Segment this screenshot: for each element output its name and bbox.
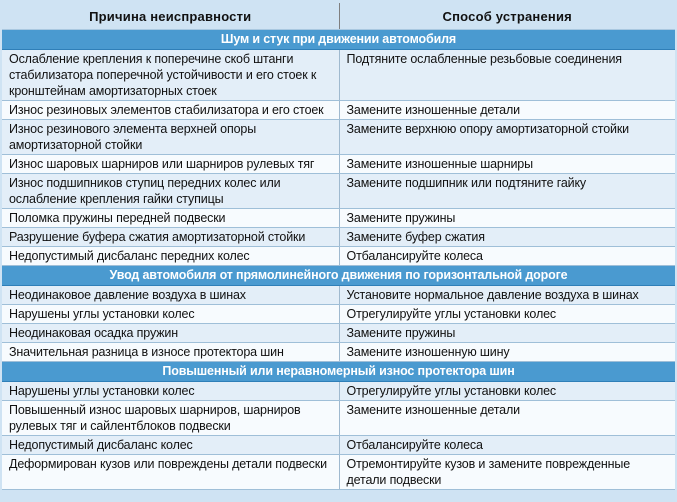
remedy-cell: Замените пружины bbox=[339, 324, 675, 343]
table-row bbox=[2, 401, 675, 436]
cause-cell: Поломка пружины передней подвески bbox=[2, 209, 339, 228]
section-header-noise bbox=[2, 30, 675, 50]
remedy-cell: Отбалансируйте колеса bbox=[339, 436, 675, 455]
table-row bbox=[2, 382, 675, 401]
cause-cell: Недопустимый дисбаланс колес bbox=[2, 436, 339, 455]
table-row bbox=[2, 209, 675, 228]
table-row bbox=[2, 305, 675, 324]
table-row bbox=[2, 228, 675, 247]
troubleshooting-table bbox=[2, 3, 675, 490]
section-title: Увод автомобиля от прямолинейного движения по горизонтальной дороге bbox=[2, 266, 675, 286]
table-row bbox=[2, 50, 675, 101]
cause-cell: Нарушены углы установки колес bbox=[2, 382, 339, 401]
table-row bbox=[2, 324, 675, 343]
table-row bbox=[2, 343, 675, 362]
remedy-cell: Замените изношенные детали bbox=[339, 401, 675, 436]
remedy-cell: Отрегулируйте углы установки колес bbox=[339, 382, 675, 401]
remedy-cell: Замените буфер сжатия bbox=[339, 228, 675, 247]
cause-cell: Износ резиновых элементов стабилизатора и его стоек bbox=[2, 101, 339, 120]
remedy-cell: Замените подшипник или подтяните гайку bbox=[339, 174, 675, 209]
cause-cell: Разрушение буфера сжатия амортизаторной стойки bbox=[2, 228, 339, 247]
remedy-cell: Отремонтируйте кузов и замените поврежденные детали подвески bbox=[339, 455, 675, 490]
cause-cell: Неодинаковая осадка пружин bbox=[2, 324, 339, 343]
remedy-cell: Подтяните ослабленные резьбовые соединения bbox=[339, 50, 675, 101]
cause-cell: Нарушены углы установки колес bbox=[2, 305, 339, 324]
table-row bbox=[2, 247, 675, 266]
cause-cell: Неодинаковое давление воздуха в шинах bbox=[2, 286, 339, 305]
section-title: Шум и стук при движении автомобиля bbox=[2, 30, 675, 50]
cause-cell: Недопустимый дисбаланс передних колес bbox=[2, 247, 339, 266]
remedy-cell: Замените пружины bbox=[339, 209, 675, 228]
remedy-cell: Замените изношенную шину bbox=[339, 343, 675, 362]
table-row bbox=[2, 174, 675, 209]
table-row bbox=[2, 155, 675, 174]
cause-cell: Износ резинового элемента верхней опоры амортизаторной стойки bbox=[2, 120, 339, 155]
table-row bbox=[2, 436, 675, 455]
column-header-cause: Причина неисправности bbox=[2, 3, 339, 30]
table-row bbox=[2, 120, 675, 155]
section-header-drift bbox=[2, 266, 675, 286]
remedy-cell: Замените изношенные детали bbox=[339, 101, 675, 120]
column-header-remedy: Способ устранения bbox=[339, 3, 675, 30]
table-row bbox=[2, 101, 675, 120]
table-row bbox=[2, 286, 675, 305]
cause-cell: Деформирован кузов или повреждены детали подвески bbox=[2, 455, 339, 490]
table-row bbox=[2, 455, 675, 490]
section-header-tire-wear bbox=[2, 362, 675, 382]
cause-cell: Износ шаровых шарниров или шарниров рулевых тяг bbox=[2, 155, 339, 174]
section-title: Повышенный или неравномерный износ протектора шин bbox=[2, 362, 675, 382]
cause-cell: Повышенный износ шаровых шарниров, шарниров рулевых тяг и сайлентблоков подвески bbox=[2, 401, 339, 436]
remedy-cell: Отбалансируйте колеса bbox=[339, 247, 675, 266]
remedy-cell: Замените изношенные шарниры bbox=[339, 155, 675, 174]
remedy-cell: Замените верхнюю опору амортизаторной стойки bbox=[339, 120, 675, 155]
cause-cell: Значительная разница в износе протектора шин bbox=[2, 343, 339, 362]
cause-cell: Износ подшипников ступиц передних колес или ослабление крепления гайки ступицы bbox=[2, 174, 339, 209]
remedy-cell: Установите нормальное давление воздуха в шинах bbox=[339, 286, 675, 305]
cause-cell: Ослабление крепления к поперечине скоб штанги стабилизатора поперечной устойчивости и его стоек к кронштейнам амортизаторных стоек bbox=[2, 50, 339, 101]
remedy-cell: Отрегулируйте углы установки колес bbox=[339, 305, 675, 324]
table-header-row bbox=[2, 3, 675, 30]
